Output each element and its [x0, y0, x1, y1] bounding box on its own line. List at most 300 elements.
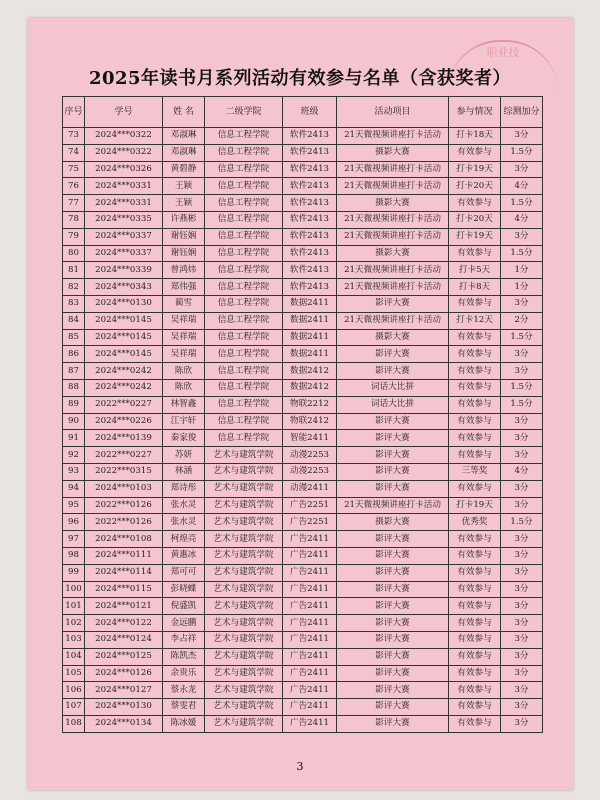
cell-index: 80 [63, 245, 85, 262]
table-row [63, 195, 543, 212]
header-name: 姓 名 [163, 97, 205, 128]
cell-points: 3分 [501, 413, 543, 430]
cell-name: 吴祥瑞 [163, 312, 205, 329]
cell-participation: 有效参与 [449, 480, 501, 497]
cell-name: 郑诗彤 [163, 480, 205, 497]
cell-points: 3分 [501, 631, 543, 648]
cell-college: 信息工程学院 [205, 195, 283, 212]
cell-activity: 影评大赛 [337, 346, 449, 363]
cell-activity: 影评大赛 [337, 699, 449, 716]
cell-index: 106 [63, 682, 85, 699]
cell-class: 数据2412 [283, 379, 337, 396]
table-row [63, 178, 543, 195]
cell-index: 83 [63, 295, 85, 312]
cell-college: 艺术与建筑学院 [205, 564, 283, 581]
cell-class: 广告2411 [283, 531, 337, 548]
cell-index: 104 [63, 648, 85, 665]
cell-points: 3分 [501, 346, 543, 363]
cell-name: 陈凯杰 [163, 648, 205, 665]
cell-college: 信息工程学院 [205, 144, 283, 161]
cell-index: 101 [63, 598, 85, 615]
table-row [63, 128, 543, 145]
table-row [63, 161, 543, 178]
cell-name: 林涵 [163, 463, 205, 480]
cell-student-id: 2024***0108 [85, 531, 163, 548]
header-activity: 活动项目 [337, 97, 449, 128]
table-row [63, 211, 543, 228]
cell-points: 4分 [501, 211, 543, 228]
cell-class: 软件2413 [283, 195, 337, 212]
cell-name: 林智鑫 [163, 396, 205, 413]
cell-activity: 摄影大赛 [337, 329, 449, 346]
cell-index: 105 [63, 665, 85, 682]
cell-index: 87 [63, 363, 85, 380]
cell-name: 倪盛凯 [163, 598, 205, 615]
cell-participation: 有效参与 [449, 699, 501, 716]
cell-class: 智能2411 [283, 430, 337, 447]
cell-index: 92 [63, 447, 85, 464]
cell-student-id: 2024***0331 [85, 195, 163, 212]
cell-activity: 21天微视频讲座打卡活动 [337, 262, 449, 279]
cell-class: 软件2413 [283, 228, 337, 245]
cell-index: 97 [63, 531, 85, 548]
cell-participation: 打卡19天 [449, 497, 501, 514]
cell-index: 77 [63, 195, 85, 212]
cell-participation: 有效参与 [449, 413, 501, 430]
cell-student-id: 2024***0130 [85, 699, 163, 716]
cell-college: 信息工程学院 [205, 379, 283, 396]
cell-student-id: 2024***0126 [85, 665, 163, 682]
cell-student-id: 2024***0339 [85, 262, 163, 279]
cell-class: 数据2411 [283, 329, 337, 346]
cell-student-id: 2024***0139 [85, 430, 163, 447]
cell-student-id: 2024***0322 [85, 144, 163, 161]
cell-class: 软件2413 [283, 178, 337, 195]
cell-index: 99 [63, 564, 85, 581]
cell-participation: 打卡8天 [449, 279, 501, 296]
cell-name: 苏妍 [163, 447, 205, 464]
cell-college: 信息工程学院 [205, 430, 283, 447]
cell-points: 1.5分 [501, 195, 543, 212]
cell-participation: 打卡19天 [449, 228, 501, 245]
cell-college: 信息工程学院 [205, 363, 283, 380]
cell-class: 动漫2253 [283, 447, 337, 464]
cell-points: 3分 [501, 531, 543, 548]
cell-points: 2分 [501, 312, 543, 329]
cell-activity: 21天微视频讲座打卡活动 [337, 178, 449, 195]
cell-activity: 影评大赛 [337, 682, 449, 699]
cell-student-id: 2024***0226 [85, 413, 163, 430]
cell-activity: 影评大赛 [337, 295, 449, 312]
cell-student-id: 2024***0337 [85, 228, 163, 245]
cell-activity: 21天微视频讲座打卡活动 [337, 279, 449, 296]
cell-activity: 影评大赛 [337, 413, 449, 430]
cell-activity: 摄影大赛 [337, 514, 449, 531]
cell-points: 3分 [501, 228, 543, 245]
table-row [63, 262, 543, 279]
table-row [63, 564, 543, 581]
cell-points: 4分 [501, 463, 543, 480]
cell-index: 107 [63, 699, 85, 716]
table-row [63, 346, 543, 363]
cell-points: 3分 [501, 363, 543, 380]
cell-points: 3分 [501, 648, 543, 665]
cell-student-id: 2024***0145 [85, 346, 163, 363]
cell-index: 74 [63, 144, 85, 161]
cell-college: 艺术与建筑学院 [205, 581, 283, 598]
cell-index: 89 [63, 396, 85, 413]
cell-name: 黄惠冰 [163, 547, 205, 564]
cell-class: 软件2413 [283, 245, 337, 262]
cell-index: 100 [63, 581, 85, 598]
cell-points: 3分 [501, 480, 543, 497]
table-row [63, 631, 543, 648]
table-row [63, 581, 543, 598]
header-class: 班级 [283, 97, 337, 128]
cell-index: 90 [63, 413, 85, 430]
cell-participation: 有效参与 [449, 346, 501, 363]
cell-student-id: 2022***0227 [85, 396, 163, 413]
cell-college: 艺术与建筑学院 [205, 615, 283, 632]
cell-class: 广告2411 [283, 564, 337, 581]
cell-activity: 21天微视频讲座打卡活动 [337, 497, 449, 514]
table-row [63, 447, 543, 464]
cell-name: 蔺雪 [163, 295, 205, 312]
cell-class: 软件2413 [283, 211, 337, 228]
cell-points: 3分 [501, 128, 543, 145]
cell-student-id: 2024***0322 [85, 128, 163, 145]
cell-participation: 有效参与 [449, 715, 501, 732]
cell-index: 95 [63, 497, 85, 514]
cell-student-id: 2024***0114 [85, 564, 163, 581]
cell-name: 王颖 [163, 195, 205, 212]
header-points: 综测加分 [501, 97, 543, 128]
cell-name: 张水灵 [163, 514, 205, 531]
cell-name: 蔡永龙 [163, 682, 205, 699]
table-row [63, 245, 543, 262]
cell-college: 信息工程学院 [205, 245, 283, 262]
cell-name: 黄碧静 [163, 161, 205, 178]
cell-student-id: 2024***0127 [85, 682, 163, 699]
cell-class: 动漫2411 [283, 480, 337, 497]
cell-activity: 影评大赛 [337, 430, 449, 447]
cell-points: 3分 [501, 547, 543, 564]
cell-class: 软件2413 [283, 262, 337, 279]
table-row [63, 497, 543, 514]
table-row [63, 598, 543, 615]
cell-participation: 打卡20天 [449, 178, 501, 195]
cell-college: 信息工程学院 [205, 161, 283, 178]
table-row [63, 715, 543, 732]
cell-points: 1.5分 [501, 329, 543, 346]
table-row [63, 396, 543, 413]
cell-activity: 影评大赛 [337, 463, 449, 480]
cell-class: 广告2411 [283, 631, 337, 648]
table-row [63, 413, 543, 430]
cell-activity: 21天微视频讲座打卡活动 [337, 312, 449, 329]
cell-activity: 影评大赛 [337, 447, 449, 464]
cell-college: 艺术与建筑学院 [205, 648, 283, 665]
cell-student-id: 2024***0242 [85, 363, 163, 380]
cell-college: 艺术与建筑学院 [205, 447, 283, 464]
cell-class: 广告2411 [283, 715, 337, 732]
cell-points: 1.5分 [501, 245, 543, 262]
cell-participation: 有效参与 [449, 329, 501, 346]
cell-index: 103 [63, 631, 85, 648]
cell-participation: 有效参与 [449, 295, 501, 312]
table-row [63, 430, 543, 447]
cell-class: 广告2411 [283, 598, 337, 615]
cell-participation: 有效参与 [449, 598, 501, 615]
cell-activity: 影评大赛 [337, 531, 449, 548]
cell-index: 88 [63, 379, 85, 396]
cell-student-id: 2022***0126 [85, 514, 163, 531]
cell-activity: 影评大赛 [337, 564, 449, 581]
cell-student-id: 2024***0125 [85, 648, 163, 665]
cell-name: 江宇轩 [163, 413, 205, 430]
cell-points: 3分 [501, 699, 543, 716]
cell-class: 广告2411 [283, 547, 337, 564]
cell-activity: 影评大赛 [337, 648, 449, 665]
cell-name: 秦家俊 [163, 430, 205, 447]
cell-participation: 打卡18天 [449, 128, 501, 145]
cell-name: 彭晓蝶 [163, 581, 205, 598]
cell-name: 吴祥瑞 [163, 346, 205, 363]
table-row [63, 699, 543, 716]
cell-participation: 打卡12天 [449, 312, 501, 329]
cell-college: 信息工程学院 [205, 346, 283, 363]
cell-name: 郑伟强 [163, 279, 205, 296]
cell-points: 1分 [501, 279, 543, 296]
cell-participation: 有效参与 [449, 363, 501, 380]
cell-name: 郑可可 [163, 564, 205, 581]
cell-student-id: 2024***0103 [85, 480, 163, 497]
cell-activity: 21天微视频讲座打卡活动 [337, 128, 449, 145]
cell-activity: 21天微视频讲座打卡活动 [337, 228, 449, 245]
cell-activity: 21天微视频讲座打卡活动 [337, 211, 449, 228]
cell-class: 广告2411 [283, 682, 337, 699]
official-seal: 职业技 [448, 40, 558, 92]
page-number: 3 [296, 760, 304, 773]
cell-participation: 有效参与 [449, 396, 501, 413]
cell-index: 98 [63, 547, 85, 564]
cell-activity: 21天微视频讲座打卡活动 [337, 161, 449, 178]
table-row [63, 312, 543, 329]
cell-points: 3分 [501, 295, 543, 312]
cell-activity: 摄影大赛 [337, 195, 449, 212]
cell-name: 曾鸿炜 [163, 262, 205, 279]
cell-index: 96 [63, 514, 85, 531]
cell-participation: 有效参与 [449, 447, 501, 464]
cell-class: 物联2412 [283, 413, 337, 430]
cell-class: 数据2411 [283, 295, 337, 312]
cell-name: 金远鹏 [163, 615, 205, 632]
cell-index: 93 [63, 463, 85, 480]
cell-college: 信息工程学院 [205, 413, 283, 430]
cell-college: 信息工程学院 [205, 329, 283, 346]
cell-points: 3分 [501, 682, 543, 699]
cell-participation: 有效参与 [449, 547, 501, 564]
cell-activity: 影评大赛 [337, 547, 449, 564]
cell-index: 82 [63, 279, 85, 296]
header-participation: 参与情况 [449, 97, 501, 128]
cell-participation: 有效参与 [449, 682, 501, 699]
cell-student-id: 2022***0227 [85, 447, 163, 464]
cell-name: 李占祥 [163, 631, 205, 648]
cell-class: 数据2411 [283, 346, 337, 363]
cell-index: 94 [63, 480, 85, 497]
cell-points: 3分 [501, 430, 543, 447]
table-row [63, 648, 543, 665]
cell-name: 陈欣 [163, 379, 205, 396]
cell-college: 信息工程学院 [205, 295, 283, 312]
table-row [63, 665, 543, 682]
cell-index: 81 [63, 262, 85, 279]
cell-index: 76 [63, 178, 85, 195]
cell-student-id: 2024***0130 [85, 295, 163, 312]
cell-college: 信息工程学院 [205, 228, 283, 245]
cell-student-id: 2024***0145 [85, 312, 163, 329]
cell-points: 3分 [501, 161, 543, 178]
cell-student-id: 2024***0145 [85, 329, 163, 346]
table-row [63, 144, 543, 161]
cell-college: 信息工程学院 [205, 312, 283, 329]
cell-participation: 有效参与 [449, 631, 501, 648]
document-title: 2025年读书月系列活动有效参与名单（含获奖者） [88, 68, 512, 89]
cell-class: 广告2411 [283, 581, 337, 598]
cell-student-id: 2022***0126 [85, 497, 163, 514]
cell-participation: 有效参与 [449, 581, 501, 598]
cell-participation: 有效参与 [449, 564, 501, 581]
cell-name: 陈冰媛 [163, 715, 205, 732]
cell-points: 1.5分 [501, 379, 543, 396]
cell-name: 谢钰娴 [163, 228, 205, 245]
cell-points: 1.5分 [501, 514, 543, 531]
table-row [63, 363, 543, 380]
table-row [63, 531, 543, 548]
cell-points: 3分 [501, 665, 543, 682]
cell-student-id: 2024***0242 [85, 379, 163, 396]
cell-name: 余贵乐 [163, 665, 205, 682]
cell-index: 86 [63, 346, 85, 363]
cell-class: 广告2411 [283, 648, 337, 665]
cell-activity: 影评大赛 [337, 715, 449, 732]
cell-student-id: 2024***0335 [85, 211, 163, 228]
cell-points: 3分 [501, 615, 543, 632]
cell-index: 73 [63, 128, 85, 145]
cell-activity: 摄影大赛 [337, 144, 449, 161]
cell-college: 信息工程学院 [205, 262, 283, 279]
cell-name: 蔡雯君 [163, 699, 205, 716]
cell-name: 吴祥瑞 [163, 329, 205, 346]
cell-participation: 打卡5天 [449, 262, 501, 279]
cell-activity: 影评大赛 [337, 581, 449, 598]
cell-class: 数据2411 [283, 312, 337, 329]
cell-activity: 影评大赛 [337, 480, 449, 497]
cell-name: 邓淑琳 [163, 144, 205, 161]
cell-participation: 有效参与 [449, 379, 501, 396]
table-row [63, 682, 543, 699]
cell-college: 信息工程学院 [205, 279, 283, 296]
cell-college: 艺术与建筑学院 [205, 463, 283, 480]
cell-participation: 有效参与 [449, 144, 501, 161]
cell-college: 艺术与建筑学院 [205, 480, 283, 497]
cell-points: 4分 [501, 178, 543, 195]
cell-student-id: 2024***0337 [85, 245, 163, 262]
cell-activity: 影评大赛 [337, 363, 449, 380]
cell-student-id: 2024***0331 [85, 178, 163, 195]
cell-class: 广告2411 [283, 699, 337, 716]
cell-name: 张水灵 [163, 497, 205, 514]
cell-class: 动漫2253 [283, 463, 337, 480]
cell-name: 谢钰娴 [163, 245, 205, 262]
cell-college: 艺术与建筑学院 [205, 715, 283, 732]
cell-activity: 影评大赛 [337, 615, 449, 632]
cell-activity: 摄影大赛 [337, 245, 449, 262]
cell-participation: 有效参与 [449, 245, 501, 262]
cell-student-id: 2024***0115 [85, 581, 163, 598]
table-row [63, 547, 543, 564]
table-row [63, 615, 543, 632]
cell-participation: 有效参与 [449, 665, 501, 682]
cell-student-id: 2022***0315 [85, 463, 163, 480]
cell-participation: 有效参与 [449, 531, 501, 548]
cell-index: 102 [63, 615, 85, 632]
cell-points: 1.5分 [501, 396, 543, 413]
cell-activity: 影评大赛 [337, 665, 449, 682]
cell-college: 信息工程学院 [205, 128, 283, 145]
cell-participation: 有效参与 [449, 615, 501, 632]
cell-class: 软件2413 [283, 279, 337, 296]
cell-index: 79 [63, 228, 85, 245]
cell-index: 91 [63, 430, 85, 447]
header-student-id: 学号 [85, 97, 163, 128]
cell-student-id: 2024***0121 [85, 598, 163, 615]
cell-college: 艺术与建筑学院 [205, 531, 283, 548]
cell-student-id: 2024***0134 [85, 715, 163, 732]
cell-points: 3分 [501, 598, 543, 615]
cell-college: 信息工程学院 [205, 211, 283, 228]
cell-index: 108 [63, 715, 85, 732]
cell-college: 艺术与建筑学院 [205, 665, 283, 682]
cell-student-id: 2024***0326 [85, 161, 163, 178]
cell-activity: 影评大赛 [337, 598, 449, 615]
cell-class: 软件2413 [283, 144, 337, 161]
cell-participation: 打卡20天 [449, 211, 501, 228]
table-row [63, 379, 543, 396]
cell-name: 陈欣 [163, 363, 205, 380]
cell-points: 1分 [501, 262, 543, 279]
cell-class: 软件2413 [283, 161, 337, 178]
header-college: 二级学院 [205, 97, 283, 128]
cell-index: 75 [63, 161, 85, 178]
cell-student-id: 2024***0111 [85, 547, 163, 564]
header-index: 序号 [63, 97, 85, 128]
cell-student-id: 2024***0124 [85, 631, 163, 648]
table-row [63, 514, 543, 531]
cell-points: 1.5分 [501, 144, 543, 161]
cell-points: 3分 [501, 581, 543, 598]
participant-table [62, 96, 543, 733]
cell-class: 广告2411 [283, 615, 337, 632]
cell-college: 艺术与建筑学院 [205, 497, 283, 514]
cell-name: 邓淑琳 [163, 128, 205, 145]
cell-name: 王颖 [163, 178, 205, 195]
cell-name: 柯煌亮 [163, 531, 205, 548]
cell-class: 广告2411 [283, 665, 337, 682]
cell-college: 艺术与建筑学院 [205, 682, 283, 699]
cell-points: 3分 [501, 564, 543, 581]
